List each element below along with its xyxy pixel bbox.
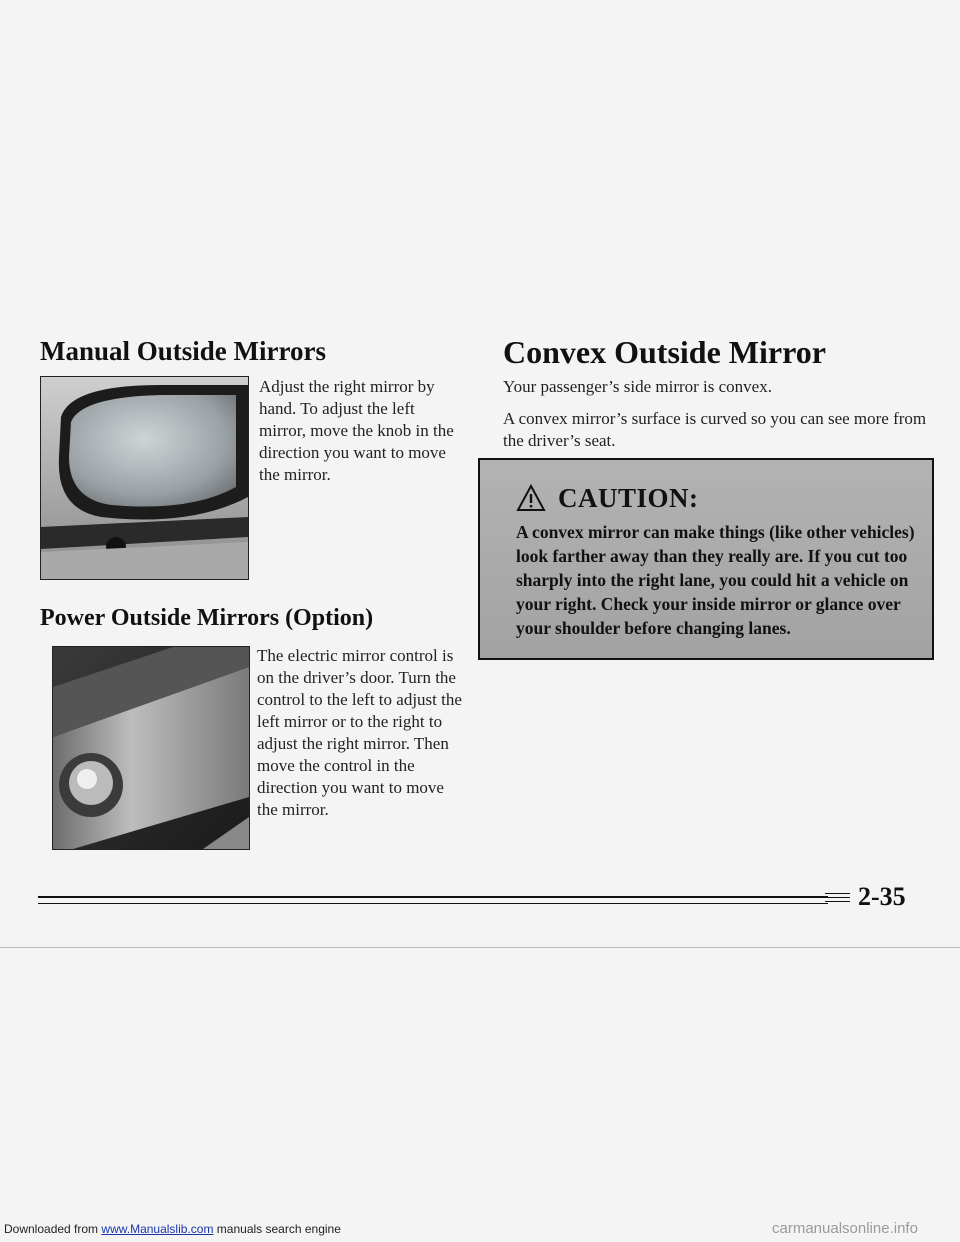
manual-mirrors-heading: Manual Outside Mirrors xyxy=(40,336,326,366)
rule-tick-3 xyxy=(825,901,850,902)
convex-text-1: Your passenger’s side mirror is convex. xyxy=(503,377,772,396)
top-rule xyxy=(38,896,828,898)
manual-mirrors-text: Adjust the right mirror by hand. To adjust the left mirror, move the knob in the direction you want to move the mirror. xyxy=(259,377,454,484)
convex-mirror-heading: Convex Outside Mirror xyxy=(503,334,826,370)
rule-tick-2 xyxy=(825,897,850,898)
power-mirrors-heading: Power Outside Mirrors (Option) xyxy=(40,605,374,631)
watermark: carmanualsonline.info xyxy=(772,1220,918,1237)
footer-link[interactable]: www.Manualslib.com xyxy=(101,1222,214,1236)
caution-header xyxy=(516,482,699,514)
caution-title: CAUTION: xyxy=(558,482,699,513)
side-mirror-photo-icon xyxy=(41,377,248,579)
convex-text-2: A convex mirror’s surface is curved so you can see more from the driver’s seat. xyxy=(503,409,927,450)
scan-edge-line xyxy=(0,947,960,948)
mirror-control-photo xyxy=(52,646,250,850)
warning-triangle-icon xyxy=(516,484,546,512)
mirror-control-knob-photo-icon xyxy=(53,647,249,849)
caution-box xyxy=(478,458,934,660)
bottom-rule xyxy=(38,903,828,904)
caution-text: A convex mirror can make things (like other vehicles) look farther away than they really are. If you cut too sharply into the right lane, you could hit a vehicle on your right. Check your inside mirror or glance over your shoulder before changing lanes. xyxy=(516,522,915,638)
footer-prefix: Downloaded from xyxy=(4,1222,99,1236)
rule-tick-1 xyxy=(825,893,850,894)
footer-suffix: manuals search engine xyxy=(216,1222,341,1236)
power-mirrors-text: The electric mirror control is on the driver’s door. Turn the control to the left to adjust the left mirror or to the right to adjust the right mirror. Then move the control in the direction you want to move the mirror. xyxy=(257,646,462,819)
page-number: 2-35 xyxy=(858,882,906,911)
footer xyxy=(4,1222,341,1236)
side-mirror-photo xyxy=(40,376,249,580)
